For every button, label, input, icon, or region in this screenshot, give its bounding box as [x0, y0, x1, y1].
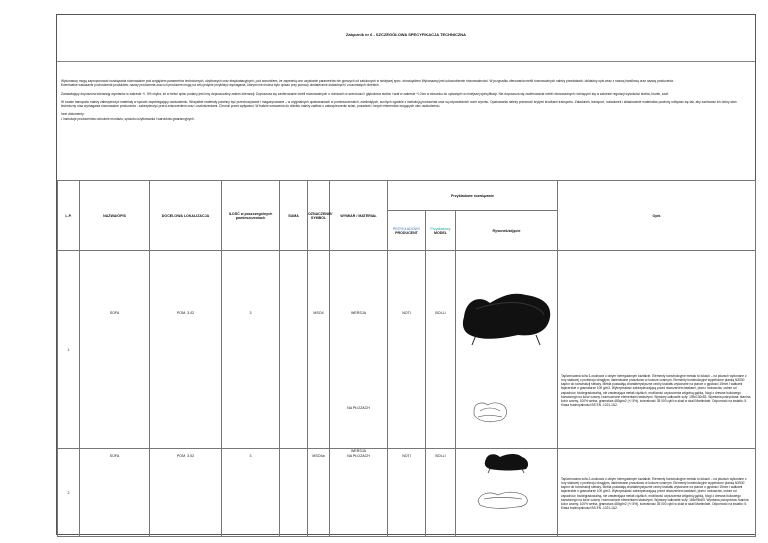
sofa-sketch-image — [478, 492, 527, 508]
row-desc: Tapicerowana sofa 2-osobowa o oblym nieregularnym kształcie. Elementy konstrukcyjne metalu to łukach – na płozach wykonane z rury stalowej o przekroju okrągłym, lakierowane proszkowo w kolorze czarnym. Elementy konstrukcyjne wypełnione pianką N3530 kaptur do konstrukcji stelaży. Mebla posiadają charakterystyczne cechy kształtu wykonane na piance o gęstości 15mm i wałkami tapicerskie o gramaturze 100 g/m2. Wytrzymałość zabezpieczającą przed niszczeniem ławkami, plam i molowców, ostrze od zapachów, biodegradowalną, nie zawierająca metali ciężkich, możliwość czyszczenia wilgotną gąbką. Nogi z drewna bukowego barwionego na kolor czarny i wzmocnione elementami stalowymi. Wymiary całkowite sofy: 165x95x83. Wymiana pokryciowa: tkanina kolor czarny, 100% wełna, gramatura 480g/m2 (+/-5%). ścieralność 35 000 cykli w skali w skali Martindale. Odporność na światło: 5. Klasa trudnopalności BS EN -1021-1&2. — [558, 449, 756, 537]
intro-paragraph-1: Wykonawcy mogą zaproponować rozwiązania równoważne pod względem parametrów technicznych, użytkowych oraz eksploatacyjnych, pod warunkiem, że zapewnią one uzyskanie parametrów nie gorszych od założonych w niniejszej spec. obowiązkiem Wykonawcy jest udowodnienie równoważności. W przypadku oferowania mebli równoważnych należy przedstawić: dokładny opis wraz z nazwą handlową oraz nazwą producenta. Ewentualne wskazanie pochodzenia produktów, nazwy producenta oraz ich producent mogą na celu jedynie przybliżyć wymagania, którymi nie można było opisać przy pomocy dostatecznie dokładnych i zrozumiałych określeń. — [61, 79, 674, 88]
row-model: BOLLI — [426, 251, 456, 449]
intro-paragraph-4: Inne dokumenty: • Instrukcje producentów odnośnie montażu, sposobu użytkowania i warunków gwarancyjnych. — [61, 112, 195, 121]
row-lp: 1 — [58, 251, 80, 449]
header-name: NAZWA/OPIS — [80, 181, 150, 251]
row-qty: 3 — [222, 449, 280, 537]
spec-sheet — [56, 14, 756, 535]
header-examples: Przykładowe rozwiązanie — [388, 181, 558, 211]
sofa-photo-image — [456, 449, 556, 535]
row-variant: WERSJA NA PŁOZACH — [330, 449, 388, 537]
header-producer: PRZYKŁADOWY PRODUCENT — [388, 211, 426, 251]
row-name: SOFA — [80, 251, 150, 449]
row-symbol: MSO4 — [308, 251, 330, 449]
row-producer: NOTI — [388, 449, 426, 537]
header-model: Przykładowy MODEL — [426, 211, 456, 251]
table-row — [58, 449, 756, 537]
header-qty: ILOŚĆ w poszczególnych pomieszczeniach — [222, 181, 280, 251]
row-location: POM. 3.02 — [150, 251, 222, 449]
row-sum — [280, 251, 308, 449]
header-variant: WYMIAR / MATERIAŁ — [330, 181, 388, 251]
row-location: POM. 3.02 — [150, 449, 222, 537]
row-name: SOFA — [80, 449, 150, 537]
header-row — [58, 181, 756, 211]
header-symbol: OZNACZENIE/ SYMBOL — [308, 181, 330, 251]
sofa-photo-image — [456, 251, 556, 447]
intro-paragraph-2: Zamawiający dopuszcza tolerancję wymiarów w zakresie +/- 5% chyba, że w treści opisu podany jest inny dopuszczalny zakres tolerancji. Dopuszcza się zaoferowanie mebli równoważnych o różnicach w szerokości i głębokości stołów i szaf w zakresie +/-2cm w stosunku do opisanych w niniejszej specyfikacji. Nie dopuszcza się zaoferowania mebli równoważnych różniących się w zakresie regulacji wysokości stołów, biurek, szaf. — [61, 91, 669, 96]
row-drawing — [456, 449, 558, 537]
row-lp: 2 — [58, 449, 80, 537]
row-drawing — [456, 251, 558, 449]
row-producer: NOTI — [388, 251, 426, 449]
row-sum — [280, 449, 308, 537]
header-lp: L.P. — [58, 181, 80, 251]
header-drawing: Rysunek/zdjęcie — [456, 211, 558, 251]
title-row — [57, 15, 755, 62]
page-title: Załącznik nr 6 - SZCZEGÓŁOWA SPECYFIKACJA TECHNICZNA — [345, 32, 467, 37]
intro-paragraph-3: W czasie transportu należy zabezpieczyć materiały w sposób zapobiegający uszkodzeniu. Wszystkie materiały powinny być przechowywane i magazynowane – w oryginalnych opakowaniach w pomieszczeniach, zamkniętych, suchych zgodnie z instrukcją producenta oraz są odpowiednich norm wyrobu. Opakowania należy przewozić krytymi środkami transportu. Załadunek, transport, rozładunek i składowanie materiałów powinny odbywać się tak, aby zachować ich dobry stan techniczny oraz wymagania równoważne producenta - zabezpieczyć przed zniszczeniem oraz i uszkodzeniami. Chronić przed wpływami. W trakcie wnoszenia do obiektu należy zadbać o zabezpieczenie ścian, posadzek i innych elementów mogących ulec uszkodzeniu. — [61, 99, 737, 109]
header-desc: Opis — [558, 181, 756, 251]
sofa-sketch-image — [474, 403, 507, 422]
spec-table — [57, 180, 756, 537]
header-sum: SUMA — [280, 181, 308, 251]
row-variant: WERSJA NA PŁOZACH — [330, 251, 388, 449]
row-model: BOLLI — [426, 449, 456, 537]
header-location: DOCELOWA LOKALIZACJA — [150, 181, 222, 251]
row-symbol: MSO4a — [308, 449, 330, 537]
table-row — [58, 251, 756, 449]
intro-text — [61, 79, 751, 125]
row-desc: Tapicerowana sofa 3-osobowa o oblym nieregularnym kształcie. Elementy konstrukcyjne metalu to łukach – na płozach wykonane z rury stalowej o przekroju okrągłym, lakierowane proszkowo w kolorze czarnym. Elementy konstrukcyjne wypełnione pianką N3530 kaptur do konstrukcji stelaży. Mebla posiadają charakterystyczne cechy kształtu wykonane na piance o gęstości 15mm i wałkami tapicerskie o gramaturze 100 g/m2. Wytrzymałość zabezpieczającą przed niszczeniem ławkami, plam i molowców, ostrze od zapachów, biodegradowalną, nie zawierająca metali ciężkich, możliwość czyszczenia wilgotną gąbką. Nogi z drewna bukowego barwionego na kolor czarny i wzmocnione elementami stalowymi. Wymiary całkowite sofy: 195x130x83. Wymiana pokryciowa: tkanina kolor czarny, 100% wełna, gramatura 480g/m2 (+/-5%). ścieralność 35 000 cykli w skali w skali Martindale. Odporność na światło: 5. Klasa trudnopalności BS EN -1021-1&2. — [558, 251, 756, 449]
row-qty: 3 — [222, 251, 280, 449]
